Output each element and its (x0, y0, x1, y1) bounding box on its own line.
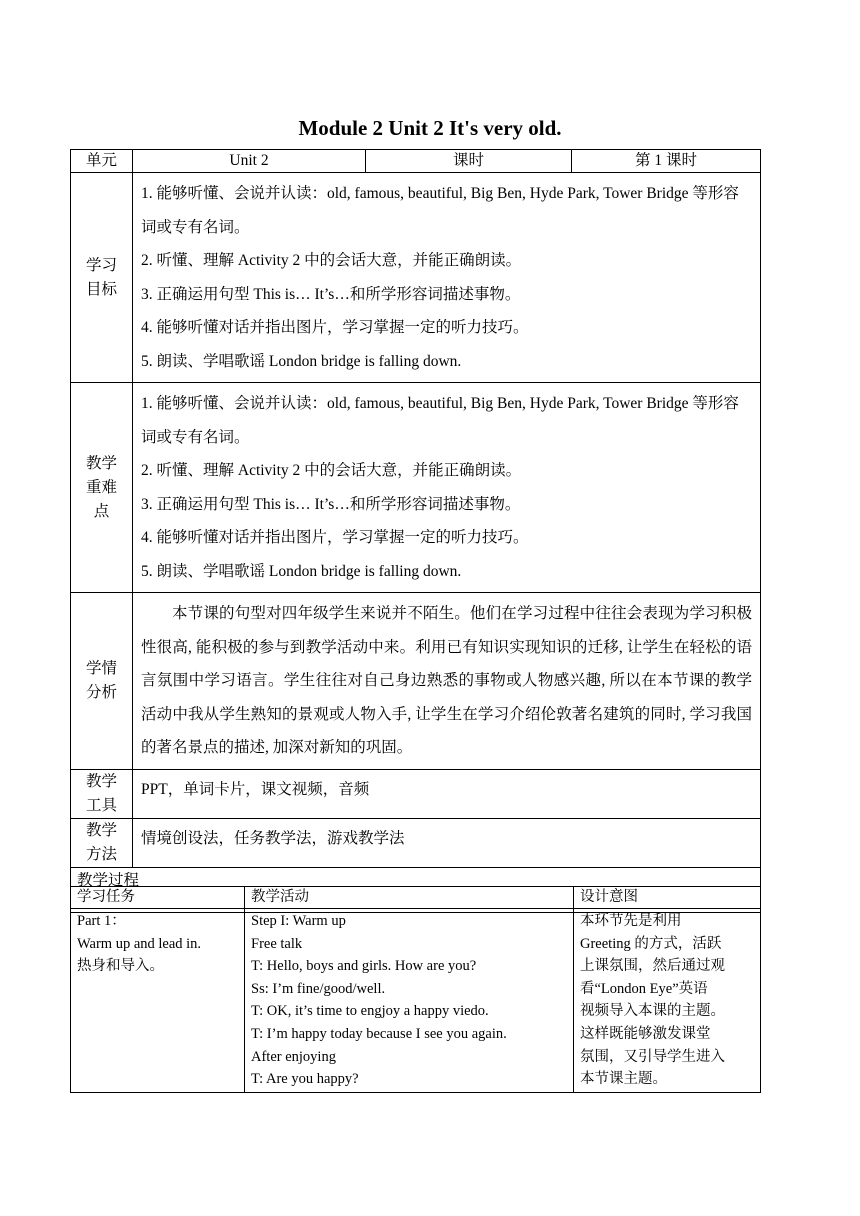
unit-value: Unit 2 (133, 150, 366, 173)
objective-item: 5. 朗读、学唱歌谣 London bridge is falling down. (141, 352, 462, 370)
header-row (71, 150, 761, 173)
period-value: 第 1 课时 (572, 150, 761, 173)
methods-value: 情境创设法，任务教学法，游戏教学法 (133, 818, 761, 867)
methods-row (71, 818, 761, 867)
analysis-label: 学情 分析 (71, 593, 133, 770)
analysis-text: 本节课的句型对四年级学生来说并不陌生。他们在学习过程中往往会表现为学习积极性很高, 能积极的参与到教学活动中来。利用已有知识实现知识的迁移, 让学生在轻松的语言氛围中学习语言。学生往往对自己身边熟悉的事物或人物感兴趣, 所以在本节课的教学活动中我从学生熟知的景观或人物入手, 让学生在学习介绍伦敦著名建筑的同时, 学习我国的著名景点的描述, 加深对新知的巩固。 (133, 593, 761, 770)
period-label: 课时 (366, 150, 572, 173)
key-point-item: 5. 朗读、学唱歌谣 London bridge is falling down. (141, 562, 462, 580)
key-point-item: 3. 正确运用句型 This is… It’s…和所学形容词描述事物。 (141, 495, 521, 513)
tools-row (71, 769, 761, 818)
process-table (70, 886, 761, 1093)
process-header-row (71, 887, 761, 909)
process-label: 教学过程 (71, 867, 761, 912)
task-header: 学习任务 (71, 887, 245, 909)
activity-cell: Step I: Warm up Free talk T: Hello, boys and girls. How are you? Ss: I’m fine/good/well. T: OK, it’s time to engjoy a happy viedo. T: I’m happy today because I see you again. After enjoying T: Are you happy? (245, 909, 574, 1093)
objective-item: 3. 正确运用句型 This is… It’s…和所学形容词描述事物。 (141, 285, 521, 303)
objective-item: 1. 能够听懂、会说并认读：old, famous, beautiful, Big Ben, Hyde Park, Tower Bridge 等形容词或专有名词。 (141, 185, 739, 236)
key-points-label: 教学 重难 点 (71, 383, 133, 593)
task-cell: Part 1： Warm up and lead in. 热身和导入。 (71, 909, 245, 1093)
methods-label: 教学 方法 (71, 818, 133, 867)
key-point-item: 2. 听懂、理解 Activity 2 中的会话大意，并能正确朗读。 (141, 462, 522, 479)
activity-header: 教学活动 (245, 887, 574, 909)
analysis-row (71, 593, 761, 770)
objective-item: 4. 能够听懂对话并指出图片，学习掌握一定的听力技巧。 (141, 319, 529, 336)
key-points-list (133, 383, 761, 593)
tools-label: 教学 工具 (71, 769, 133, 818)
objectives-row (71, 173, 761, 383)
tools-value: PPT，单词卡片，课文视频，音频 (133, 769, 761, 818)
objective-item: 2. 听懂、理解 Activity 2 中的会话大意，并能正确朗读。 (141, 252, 522, 269)
key-point-item: 4. 能够听懂对话并指出图片，学习掌握一定的听力技巧。 (141, 529, 529, 546)
objectives-label: 学习 目标 (71, 173, 133, 383)
table-row (71, 909, 761, 1093)
key-point-item: 1. 能够听懂、会说并认读：old, famous, beautiful, Big Ben, Hyde Park, Tower Bridge 等形容词或专有名词。 (141, 395, 739, 446)
page-title: Module 2 Unit 2 It's very old. (298, 116, 562, 140)
intent-header: 设计意图 (574, 887, 761, 909)
intent-cell: 本环节先是利用 Greeting 的方式，活跃 上课氛围，然后通过观 看“London Eye”英语 视频导入本课的主题。 这样既能够激发课堂 氛围，又引导学生进入 本节课主题。 (574, 909, 761, 1093)
key-points-row (71, 383, 761, 593)
objectives-list (133, 173, 761, 383)
unit-label: 单元 (71, 150, 133, 173)
lesson-plan-table (70, 149, 761, 913)
